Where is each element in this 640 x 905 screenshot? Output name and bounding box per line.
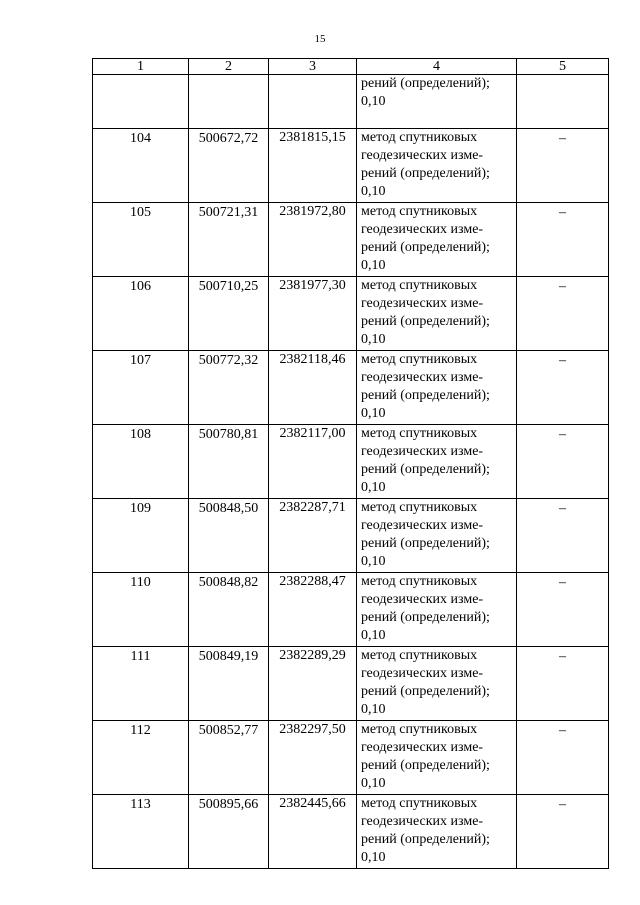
- cell-x: [189, 75, 269, 129]
- method-line: рений (определений);: [361, 314, 490, 329]
- table-row: [93, 795, 609, 869]
- method-line: рений (определений);: [361, 832, 490, 847]
- table-row: [93, 277, 609, 351]
- cell-note: –: [517, 647, 609, 721]
- header-col-4: 4: [357, 59, 517, 75]
- cell-method: [357, 75, 517, 129]
- method-line: рений (определений);: [361, 684, 490, 699]
- method-line: геодезических изме-: [361, 740, 484, 755]
- header-col-3: 3: [269, 59, 357, 75]
- method-line: метод спутниковых: [361, 426, 478, 441]
- header-col-5: 5: [517, 59, 609, 75]
- continuation-row: [93, 75, 609, 129]
- cell-point-number: [93, 75, 189, 129]
- cell-method: [357, 129, 517, 203]
- method-line: геодезических изме-: [361, 666, 484, 681]
- table-row: [93, 351, 609, 425]
- cell-method: [357, 795, 517, 869]
- method-line: 0,10: [361, 258, 386, 273]
- cell-method: [357, 647, 517, 721]
- cell-x: 500848,50: [189, 499, 269, 573]
- cell-method: [357, 425, 517, 499]
- cell-note: –: [517, 425, 609, 499]
- method-line: метод спутниковых: [361, 130, 478, 145]
- table-row: [93, 573, 609, 647]
- cell-x: 500849,19: [189, 647, 269, 721]
- method-line: 0,10: [361, 184, 386, 199]
- method-line: рений (определений);: [361, 388, 490, 403]
- method-line: рений (определений);: [361, 166, 490, 181]
- coordinates-table: [92, 58, 609, 869]
- cell-x: 500672,72: [189, 129, 269, 203]
- cell-method: [357, 351, 517, 425]
- cell-x: 500772,32: [189, 351, 269, 425]
- cell-x: 500895,66: [189, 795, 269, 869]
- cell-y: 2381977,30: [269, 277, 357, 351]
- cell-note: –: [517, 277, 609, 351]
- cell-method: [357, 573, 517, 647]
- cell-point-number: 105: [93, 203, 189, 277]
- cell-y: 2382297,50: [269, 721, 357, 795]
- cell-y: 2382289,29: [269, 647, 357, 721]
- cell-point-number: 104: [93, 129, 189, 203]
- cell-y: 2382118,46: [269, 351, 357, 425]
- method-line: геодезических изме-: [361, 222, 484, 237]
- method-line: рений (определений);: [361, 462, 490, 477]
- cell-method: [357, 203, 517, 277]
- method-line: 0,10: [361, 94, 386, 109]
- header-col-2: 2: [189, 59, 269, 75]
- method-line: 0,10: [361, 332, 386, 347]
- method-line: метод спутниковых: [361, 574, 478, 589]
- cell-y: 2382287,71: [269, 499, 357, 573]
- method-line: метод спутниковых: [361, 352, 478, 367]
- method-line: рений (определений);: [361, 76, 490, 91]
- method-line: геодезических изме-: [361, 814, 484, 829]
- header-col-1: 1: [93, 59, 189, 75]
- method-line: 0,10: [361, 702, 386, 717]
- cell-method: [357, 721, 517, 795]
- method-line: 0,10: [361, 628, 386, 643]
- method-line: рений (определений);: [361, 536, 490, 551]
- cell-point-number: 111: [93, 647, 189, 721]
- cell-y: 2382117,00: [269, 425, 357, 499]
- cell-note: –: [517, 499, 609, 573]
- cell-point-number: 110: [93, 573, 189, 647]
- cell-note: –: [517, 721, 609, 795]
- cell-point-number: 112: [93, 721, 189, 795]
- method-line: 0,10: [361, 480, 386, 495]
- cell-y: 2382288,47: [269, 573, 357, 647]
- table-row: [93, 647, 609, 721]
- cell-point-number: 109: [93, 499, 189, 573]
- cell-x: 500852,77: [189, 721, 269, 795]
- cell-note: [517, 75, 609, 129]
- cell-note: –: [517, 795, 609, 869]
- method-line: метод спутниковых: [361, 648, 478, 663]
- method-line: геодезических изме-: [361, 148, 484, 163]
- cell-point-number: 108: [93, 425, 189, 499]
- cell-note: –: [517, 129, 609, 203]
- method-line: метод спутниковых: [361, 500, 478, 515]
- table-row: [93, 129, 609, 203]
- cell-x: 500780,81: [189, 425, 269, 499]
- method-line: геодезических изме-: [361, 296, 484, 311]
- cell-point-number: 113: [93, 795, 189, 869]
- cell-x: 500721,31: [189, 203, 269, 277]
- method-line: метод спутниковых: [361, 204, 478, 219]
- method-line: рений (определений);: [361, 758, 490, 773]
- cell-point-number: 107: [93, 351, 189, 425]
- table-row: [93, 721, 609, 795]
- table-row: [93, 425, 609, 499]
- cell-note: –: [517, 203, 609, 277]
- cell-y: 2382445,66: [269, 795, 357, 869]
- cell-point-number: 106: [93, 277, 189, 351]
- table-header-row: [93, 59, 609, 75]
- method-line: метод спутниковых: [361, 796, 478, 811]
- method-line: метод спутниковых: [361, 722, 478, 737]
- cell-x: 500848,82: [189, 573, 269, 647]
- cell-y: [269, 75, 357, 129]
- cell-note: –: [517, 351, 609, 425]
- method-line: геодезических изме-: [361, 444, 484, 459]
- method-line: рений (определений);: [361, 610, 490, 625]
- cell-x: 500710,25: [189, 277, 269, 351]
- cell-y: 2381972,80: [269, 203, 357, 277]
- cell-method: [357, 277, 517, 351]
- method-line: 0,10: [361, 406, 386, 421]
- cell-y: 2381815,15: [269, 129, 357, 203]
- method-line: 0,10: [361, 850, 386, 865]
- table-row: [93, 203, 609, 277]
- method-line: метод спутниковых: [361, 278, 478, 293]
- cell-note: –: [517, 573, 609, 647]
- cell-method: [357, 499, 517, 573]
- method-line: геодезических изме-: [361, 518, 484, 533]
- method-line: 0,10: [361, 554, 386, 569]
- method-line: геодезических изме-: [361, 592, 484, 607]
- page-number: 15: [314, 33, 326, 45]
- method-line: рений (определений);: [361, 240, 490, 255]
- table-body: [93, 75, 609, 869]
- method-line: геодезических изме-: [361, 370, 484, 385]
- table-row: [93, 499, 609, 573]
- method-line: 0,10: [361, 776, 386, 791]
